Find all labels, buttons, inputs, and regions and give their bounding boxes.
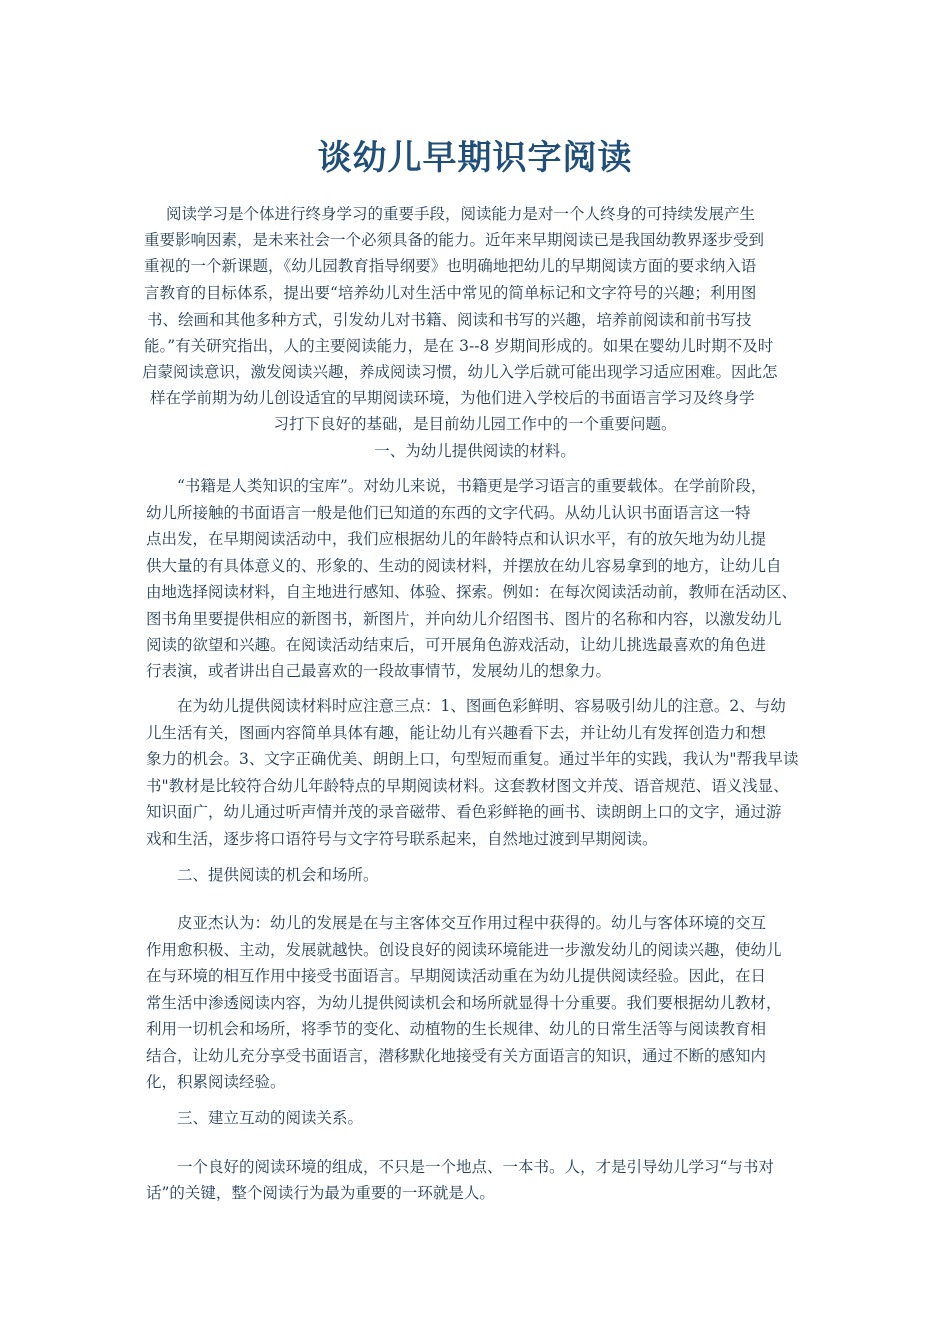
intro-line-9: 习打下良好的基础，是目前幼儿园工作中的一个重要问题。 xyxy=(273,415,677,433)
p1-line-8: 行表演，或者讲出自己最喜欢的一段故事情节，发展幼儿的想象力。 xyxy=(146,662,612,680)
intro-line-1: 阅读学习是个体进行终身学习的重要手段，阅读能力是对一个人终身的可持续发展产生 xyxy=(166,205,756,223)
p1-line-6: 图书角里要提供相应的新图书，新图片，并向幼儿介绍图书、图片的名称和内容，以激发幼儿 xyxy=(146,610,782,628)
p3-line-3: 在与环境的相互作用中接受书面语言。早期阅读活动重在为幼儿提供阅读经验。因此，在日 xyxy=(146,967,767,985)
p1-line-1: “书籍是人类知识的宝库”。对幼儿来说，书籍更是学习语言的重要载体。在学前阶段， xyxy=(177,477,767,495)
intro-line-3: 重视的一个新课题，《幼儿园教育指导纲要》也明确地把幼儿的早期阅读方面的要求纳入语 xyxy=(144,257,757,275)
p1-line-7: 阅读的欲望和兴趣。在阅读活动结束后，可开展角色游戏活动，让幼儿挑选最喜欢的角色进 xyxy=(146,636,767,654)
p4-line-1: 一个良好的阅读环境的组成，不只是一个地点、一本书。人，才是引导幼儿学习“与书对 xyxy=(177,1158,774,1176)
p2-line-6: 戏和生活，逐步将口语符号与文字符号联系起来，自然地过渡到早期阅读。 xyxy=(146,830,658,848)
intro-line-6: 能。”有关研究指出，人的主要阅读能力，是在 3--8 岁期间形成的。如果在婴幼儿时期不及时 xyxy=(144,337,774,355)
p3-line-2: 作用愈积极、主动，发展就越快。创设良好的阅读环境能进一步激发幼儿的阅读兴趣，使幼儿 xyxy=(146,941,782,959)
p2-line-3: 象力的机会。3、文字正确优美、朗朗上口，句型短而重复。通过半年的实践，我认为"帮我早读 xyxy=(146,750,799,768)
p2-line-2: 儿生活有关，图画内容简单具体有趣，能让幼儿有兴趣看下去，并让幼儿有发挥创造力和想 xyxy=(146,724,767,742)
p3-line-5: 利用一切机会和场所，将季节的变化、动植物的生长规律、幼儿的日常生活等与阅读教育相 xyxy=(146,1020,767,1038)
intro-line-4: 言教育的目标体系，提出要“培养幼儿对生活中常见的简单标记和文字符号的兴趣；利用图 xyxy=(144,284,757,302)
p3-line-1: 皮亚杰认为：幼儿的发展是在与主客体交互作用过程中获得的。幼儿与客体环境的交互 xyxy=(177,914,767,932)
intro-line-7: 启蒙阅读意识，激发阅读兴趣，养成阅读习惯，幼儿入学后就可能出现学习适应困难。因此怎 xyxy=(142,363,778,381)
intro-line-2: 重要影响因素，是未来社会一个必须具备的能力。近年来早期阅读已是我国幼教界逐步受到 xyxy=(144,231,765,249)
intro-line-8: 样在学前期为幼儿创设适宜的早期阅读环境，为他们进入学校后的书面语言学习及终身学 xyxy=(150,389,755,407)
p1-line-5: 由地选择阅读材料，自主地进行感知、体验、探索。例如：在每次阅读活动前，教师在活动区、 xyxy=(146,583,798,601)
p3-line-4: 常生活中渗透阅读内容，为幼儿提供阅读机会和场所就显得十分重要。我们要根据幼儿教材， xyxy=(146,994,782,1012)
p3-line-6: 结合，让幼儿充分享受书面语言，潜移默化地接受有关方面语言的知识，通过不断的感知内 xyxy=(146,1047,767,1065)
section-heading-3: 三、建立互动的阅读关系。 xyxy=(177,1109,364,1127)
p1-line-2: 幼儿所接触的书面语言一般是他们已知道的东西的文字代码。从幼儿认识书面语言这一特 xyxy=(146,504,751,522)
p3-line-7: 化，积累阅读经验。 xyxy=(146,1073,286,1091)
page-title: 谈幼儿早期识字阅读 xyxy=(317,138,633,178)
section-heading-1: 一、为幼儿提供阅读的材料。 xyxy=(374,442,576,460)
p2-line-4: 书"教材是比较符合幼儿年龄特点的早期阅读材料。这套教材图文并茂、语音规范、语义浅显、 xyxy=(146,777,789,795)
section-heading-2: 二、提供阅读的机会和场所。 xyxy=(177,866,379,884)
p1-line-4: 供大量的有具体意义的、形象的、生动的阅读材料，并摆放在幼儿容易拿到的地方，让幼儿自 xyxy=(146,557,782,575)
p1-line-3: 点出发，在早期阅读活动中，我们应根据幼儿的年龄特点和认识水平，有的放矢地为幼儿提 xyxy=(146,530,767,548)
intro-line-5: 书、绘画和其他多种方式，引发幼儿对书籍、阅读和书写的兴趣，培养前阅读和前书写技 xyxy=(147,311,752,329)
p4-line-2: 话”的关键，整个阅读行为最为重要的一环就是人。 xyxy=(146,1184,495,1202)
p2-line-1: 在为幼儿提供阅读材料时应注意三点：1、图画色彩鲜明、容易吸引幼儿的注意。2、与幼 xyxy=(177,697,786,715)
p2-line-5: 知识面广，幼儿通过听声情并茂的录音磁带、看色彩鲜艳的画书、读朗朗上口的文字，通过游 xyxy=(146,803,782,821)
